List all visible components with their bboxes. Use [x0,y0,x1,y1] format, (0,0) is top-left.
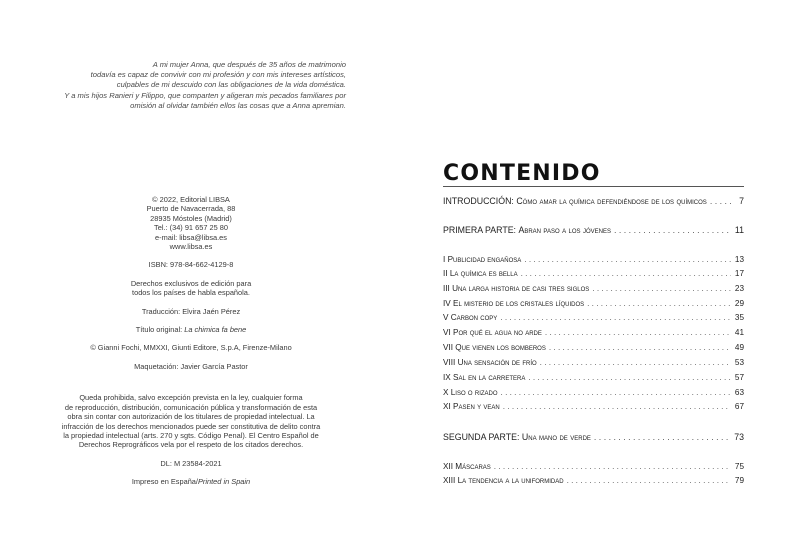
toc-entry-label: V [443,313,449,322]
toc-entry-label: I [443,255,446,264]
translation-credit: Traducción: Elvira Jaén Pérez [141,306,241,316]
toc-entry-label: IX [443,373,451,382]
toc-entry-label: VI [443,328,451,337]
toc-entry-title: Abran paso a los jóvenes [518,225,612,235]
toc-page-number: 35 [734,313,744,322]
toc-entry-chapter-6[interactable] [443,328,744,339]
toc-page-number: 79 [734,476,744,485]
toc-entry-label: PRIMERA PARTE: [443,225,516,235]
toc-entry-title: Publicidad engañosa [447,255,522,264]
toc-leader [540,358,731,367]
toc-entry-title: Cómo amar la química defendiéndose de los químicos [516,196,707,206]
toc-leader [587,299,731,308]
toc-page-number: 49 [734,343,744,352]
toc-entry-chapter-9[interactable] [443,373,744,384]
toc-entry-label: III [443,284,450,293]
toc-leader [545,328,731,337]
printed-in [46,477,336,486]
toc-entry-title: Máscaras [455,462,491,471]
toc-entry-title: Que vienen los bomberos [455,343,546,352]
toc-entry-title: Por qué el agua no arde [453,328,542,337]
toc-entry-label: INTRODUCCIÓN: [443,196,514,206]
original-title: La chimica fa bene [184,325,247,335]
right-page [395,0,790,553]
toc-title: CONTENIDO [443,161,601,186]
dedication [46,60,346,111]
legal-line: la propiedad intelectual (arts. 270 y sgts. Código Penal). El Centro Español de [63,430,319,440]
toc-leader [567,476,731,485]
publisher-website: www.libsa.es [169,242,213,252]
toc-leader [503,402,731,411]
toc-entry-chapter-10[interactable] [443,388,744,399]
publisher-copyright: © 2022, Editorial LIBSA [152,195,230,204]
toc-page-number: 13 [734,255,744,264]
toc-entry-title: La tendencia a la uniformidad [457,476,564,485]
publisher-phone: Tel.: (34) 91 657 25 80 [154,223,228,233]
toc-entry-title: Pasen y vean [453,402,500,411]
dedication-line: A mi mujer Anna, que después de 35 años de matrimonio [152,60,346,69]
toc-entry-title: La química es bella [449,269,518,278]
toc-page-number: 11 [734,225,744,235]
legal-line: de reproducción, distribución, comunicación pública y transformación de esta [64,402,318,412]
original-title-line [46,325,336,334]
toc-page-number: 75 [734,462,744,471]
toc-entry-chapter-5[interactable] [443,313,744,324]
toc-page-number: 73 [734,432,744,442]
toc-entry-title: El misterio de los cristales líquidos [453,299,585,308]
layout-credit: Maquetación: Javier García Pastor [134,361,248,371]
toc-page-number: 17 [734,269,744,278]
toc-leader [594,432,731,442]
legal-line: Derechos Reprográficos vela por el respeto de los citados derechos. [78,440,304,450]
toc-entry-label: VII [443,343,454,352]
legal-line: infracción de los derechos mencionados puede ser constitutiva de delito contra [61,421,321,431]
toc-entry-title: Sal en la carretera [453,373,526,382]
toc-leader [500,313,731,322]
legal-line: Queda prohibida, salvo excepción prevista en la ley, cualquier forma [79,393,303,403]
publisher-email: e-mail: libsa@libsa.es [155,232,227,242]
rights-line: todos los países de habla española. [132,288,250,298]
toc-entry-title: Una sensación de frío [457,358,537,367]
toc-page-number: 53 [734,358,744,367]
toc-entry-label: IV [443,299,451,308]
toc-page-number: 29 [734,299,744,308]
toc-leader [528,373,731,382]
toc-entry-chapter-2[interactable] [443,269,744,280]
toc-page-number: 67 [734,402,744,411]
rights-line: Derechos exclusivos de edición para [130,278,252,288]
toc-entry-chapter-11[interactable] [443,402,744,413]
toc-entry-label: SEGUNDA PARTE: [443,432,520,442]
isbn: ISBN: 978-84-662-4129-8 [148,260,234,270]
publisher-city: 28935 Móstoles (Madrid) [150,213,232,223]
toc-entry-introduccion[interactable] [443,196,744,207]
toc-entry-primera-parte[interactable] [443,225,744,236]
printed-prefix: Impreso en España/ [131,477,198,487]
toc-leader [501,388,731,397]
toc-leader [549,343,731,352]
toc-entry-label: XII [443,462,454,471]
toc-entry-label: XI [443,402,451,411]
original-title-label: Título original: [135,325,185,335]
toc-entry-chapter-8[interactable] [443,358,744,369]
toc-entry-chapter-3[interactable] [443,284,744,295]
toc-entry-label: VIII [443,358,456,367]
dedication-line: todavía es capaz de convivir con mi profesión y con mis intereses artísticos, [90,70,346,80]
toc-entry-chapter-1[interactable] [443,255,744,266]
legal-line: obra sin contar con autorización de los titulares de propiedad intelectual. La [67,412,315,422]
toc-page-number: 41 [734,328,744,337]
toc-leader [521,269,731,278]
toc-entry-chapter-4[interactable] [443,299,744,310]
dedication-line: omisión al olvidar también ellos las cosas que a Anna apremian. [130,100,346,110]
toc-entry-label: II [443,269,448,278]
toc-entry-title: Una larga historia de casi tres siglos [452,284,590,293]
toc-leader [614,225,731,235]
toc-page-number: 63 [734,388,744,397]
toc-entry-chapter-7[interactable] [443,343,744,354]
toc-entry-title: Liso o rizado [450,388,498,397]
toc-leader [592,284,731,293]
toc-leader [494,462,731,471]
toc-leader [524,255,731,264]
toc-page-number: 7 [739,196,744,206]
toc-entry-chapter-13[interactable] [443,476,744,487]
publisher-street: Puerto de Navacerrada, 88 [146,204,236,214]
credits-block [46,195,336,487]
toc-divider [443,186,744,187]
toc-page-number: 57 [734,373,744,382]
toc-entry-segunda-parte[interactable] [443,432,744,443]
toc-page-number: 23 [734,284,744,293]
legal-deposit: DL: M 23584-2021 [160,458,222,468]
dedication-line: Y a mis hijos Ranieri y Filippo, que comparten y aligeran mis pecados familiares por [64,90,346,100]
original-copyright: © Gianni Fochi, MMXXI, Giunti Editore, S.p.A, Firenze-Milano [90,343,292,353]
toc-entry-title: Una mano de verde [521,432,591,442]
toc-entry-label: X [443,388,449,397]
toc-entry-title: Carbon copy [450,313,498,322]
toc-entry-chapter-12[interactable] [443,462,744,473]
toc-entry-label: XIII [443,476,456,485]
printed-english: Printed in Spain [197,477,251,487]
dedication-line: culpables de mi descuido con las obligaciones de la vida doméstica. [116,80,346,90]
toc-leader [710,196,731,206]
